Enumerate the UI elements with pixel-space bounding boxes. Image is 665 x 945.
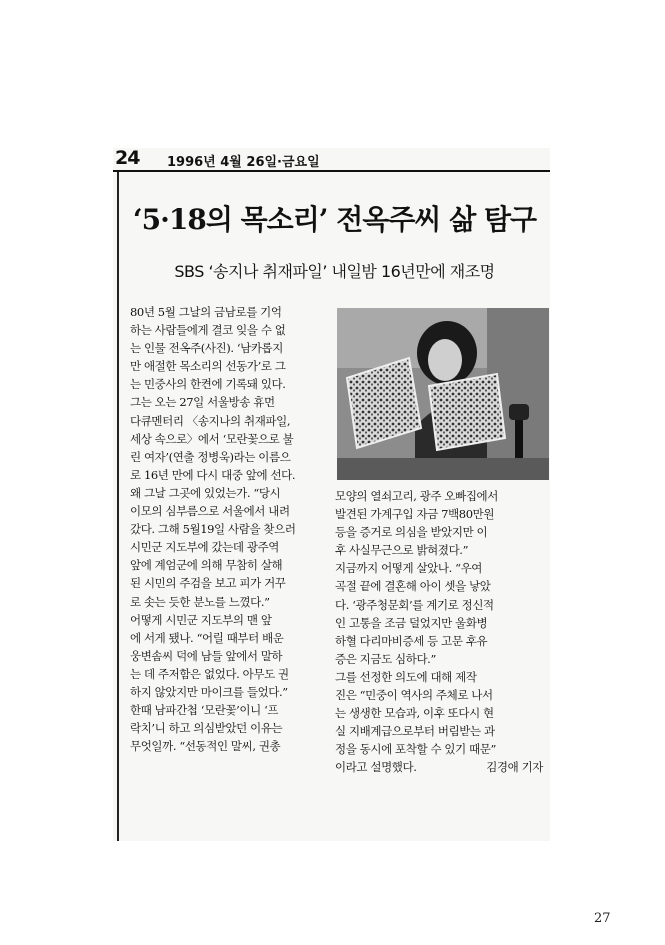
newspaper-page-number: 24 bbox=[115, 148, 140, 169]
text-line: 하는 사람들에게 결코 잊을 수 없 bbox=[130, 323, 286, 338]
text-line: 는 데 주저함은 없었다. 아무도 권 bbox=[130, 666, 289, 681]
text-line: 로 16년 만에 다시 대중 앞에 선다. bbox=[130, 467, 296, 482]
photo-illustration bbox=[337, 308, 549, 480]
text-line: 갔다. 그해 5월19일 사람을 찾으러 bbox=[130, 522, 296, 537]
text-line: 시민군 지도부에 갔는데 광주역 bbox=[130, 540, 279, 555]
text-line: 진은 “민중이 역사의 주체로 나서 bbox=[335, 688, 493, 703]
text-line: 모양의 열쇠고리, 광주 오빠집에서 bbox=[335, 489, 498, 503]
column-rule bbox=[117, 172, 119, 841]
text-line: 만 애절한 목소리의 선동가’로 그 bbox=[130, 359, 286, 374]
newspaper-date: 1996년 4월 26일·금요일 bbox=[167, 155, 320, 170]
text-line: 는 생생한 모습과, 이후 또다시 현 bbox=[335, 706, 494, 721]
text-line: 로 솟는 듯한 분노를 느꼈다.” bbox=[130, 594, 270, 609]
text-line: 다큐멘터리 〈송지나의 취재파일, bbox=[130, 413, 291, 428]
article-subheadline: SBS ‘송지나 취재파일’ 내일밤 16년만에 재조명 bbox=[174, 262, 495, 281]
text-line: 후 사실무근으로 밝혀졌다.” bbox=[335, 543, 469, 558]
byline: 김경애 기자 bbox=[486, 760, 543, 775]
text-line: 한때 남파간첩 ‘모란꽃’이니 ‘프 bbox=[130, 703, 279, 718]
text-line: 하혈 다리마비증세 등 고문 후유 bbox=[335, 633, 488, 648]
article-column-right bbox=[335, 487, 547, 777]
text-line: 그는 오는 27일 서울방송 휴먼 bbox=[130, 395, 275, 410]
page-footer-number: 27 bbox=[594, 911, 611, 926]
text-line: 80년 5월 그날의 금남로를 기억 bbox=[130, 305, 282, 319]
text-line: 세상 속으로〉에서 ‘모란꽃으로 불 bbox=[130, 431, 294, 446]
text-line: 된 시민의 주검을 보고 피가 거꾸 bbox=[130, 576, 286, 591]
text-line: 에 서게 됐나. “어릴 때부터 배운 bbox=[130, 630, 284, 645]
text-line: 이라고 설명했다. bbox=[335, 760, 417, 775]
newspaper-clipping bbox=[113, 148, 550, 841]
text-line: 지금까지 어떻게 살았나. “우여 bbox=[335, 561, 483, 576]
text-line: 는 인물 전옥주(사진). ‘남카롭지 bbox=[130, 341, 283, 356]
text-line: 린 여자’(연출 정병욱)라는 이름으 bbox=[130, 449, 291, 464]
text-line: 웅변솜씨 덕에 남들 앞에서 말하 bbox=[130, 648, 283, 663]
text-line: 어떻게 시민군 지도부의 맨 앞 bbox=[130, 612, 272, 627]
text-line: 락치’니 하고 의심받았던 이유는 bbox=[130, 721, 283, 736]
text-line: 증은 지금도 심하다.” bbox=[335, 651, 436, 666]
clipping-header bbox=[113, 148, 550, 172]
text-line: 그를 선정한 의도에 대해 제작 bbox=[335, 669, 477, 684]
text-line: 발견된 가계구입 자금 7백80만원 bbox=[335, 507, 495, 522]
article-photo bbox=[337, 308, 549, 480]
article-headline: ‘5·18의 목소리’ 전옥주씨 삶 탐구 bbox=[132, 203, 537, 236]
text-line: 등을 증거로 의심을 받았지만 이 bbox=[335, 525, 488, 540]
text-line: 실 지배계급으로부터 버림받는 과 bbox=[335, 724, 495, 739]
text-line: 곡절 끝에 결혼해 아이 셋을 낳았 bbox=[335, 579, 491, 594]
text-line: 인 고통을 조금 덜었지만 울화병 bbox=[335, 615, 488, 630]
text-line: 왜 그날 그곳에 있었는가. “당시 bbox=[130, 485, 281, 500]
text-line: 무엇일까. “선동적인 말씨, 권총 bbox=[130, 739, 281, 754]
text-line: 다. ‘광주청문회’를 계기로 정신적 bbox=[335, 597, 494, 612]
text-line: 이모의 심부름으로 서울에서 내려 bbox=[130, 504, 290, 519]
text-line: 앞에 계엄군에 의해 무참히 살해 bbox=[130, 558, 283, 573]
text-line: 정을 동시에 포착할 수 있기 때문” bbox=[335, 742, 496, 757]
text-line: 는 민중사의 한켠에 기록돼 있다. bbox=[130, 377, 286, 392]
text-line: 하지 않았지만 마이크를 들었다.” bbox=[130, 684, 288, 699]
final-line bbox=[335, 758, 547, 776]
article-column-left bbox=[130, 303, 342, 755]
